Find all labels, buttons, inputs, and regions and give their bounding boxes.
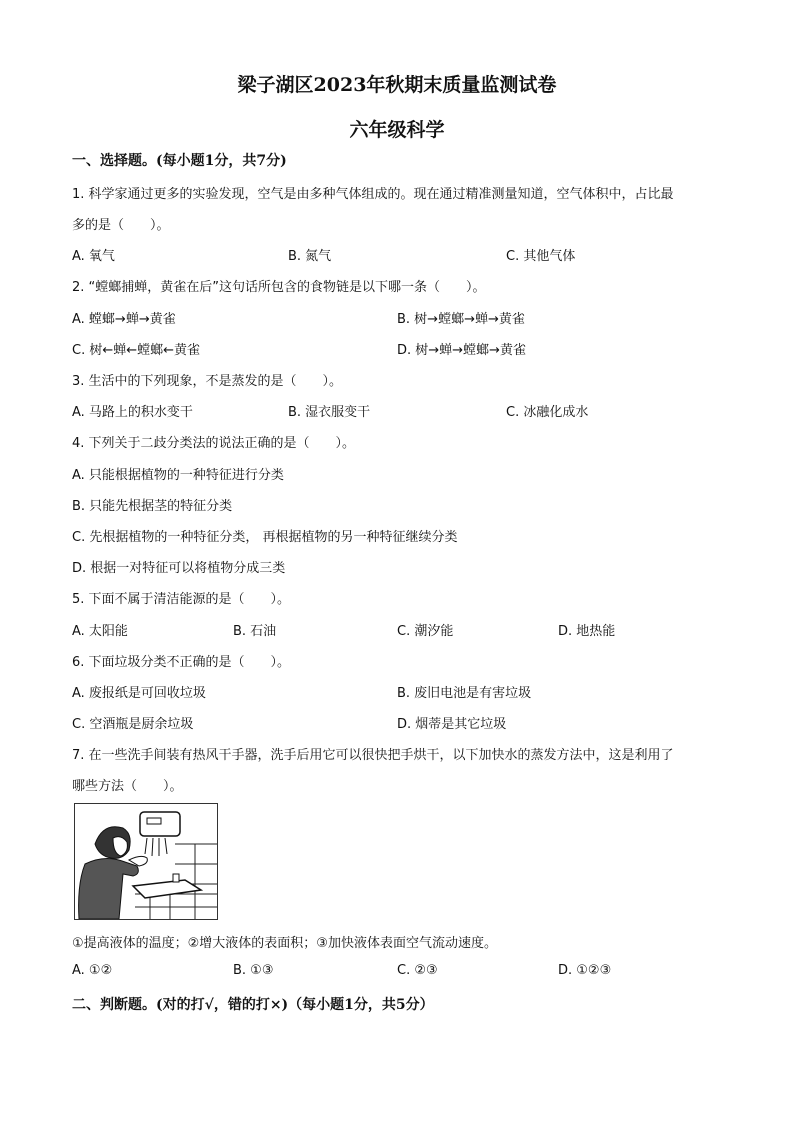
question-4-text: 4. 下列关于二歧分类法的说法正确的是（ ）。 — [72, 436, 356, 451]
question-7-option-c: C. ②③ — [397, 963, 438, 978]
question-6-option-a: A. 废报纸是可回收垃圾 — [72, 686, 206, 701]
question-6-text: 6. 下面垃圾分类不正确的是（ ）。 — [72, 655, 291, 670]
section-2-heading: 二、判断题。(对的打√，错的打×)（每小题1分，共5分） — [72, 997, 434, 1013]
question-3-option-b: B. 湿衣服变干 — [288, 405, 371, 420]
question-7-option-a: A. ①② — [72, 963, 113, 978]
question-1-option-b: B. 氮气 — [288, 249, 332, 264]
question-7-line-1: 7. 在一些洗手间装有热风干手器，洗手后用它可以很快把手烘干，以下加快水的蒸发方法中，这是利用了 — [72, 748, 674, 763]
question-7-option-b: B. ①③ — [233, 963, 274, 978]
question-5-text: 5. 下面不属于清洁能源的是（ ）。 — [72, 592, 291, 607]
exam-title: 梁子湖区2023年秋期末质量监测试卷 — [237, 74, 557, 96]
question-7-methods: ①提高液体的温度；②增大液体的表面积；③加快液体表面空气流动速度。 — [72, 936, 497, 951]
question-3-option-c: C. 冰融化成水 — [506, 405, 589, 420]
question-1-option-a: A. 氧气 — [72, 249, 115, 264]
question-1-option-c: C. 其他气体 — [506, 249, 576, 264]
question-6-option-c: C. 空酒瓶是厨余垃圾 — [72, 717, 194, 732]
question-1-line-2: 多的是（ ）。 — [72, 218, 170, 233]
question-5-option-a: A. 太阳能 — [72, 624, 128, 639]
question-1-line-1: 1. 科学家通过更多的实验发现，空气是由多种气体组成的。现在通过精准测量知道，空气体积中，占比最 — [72, 187, 674, 202]
question-2-option-d: D. 树→蝉→螳螂→黄雀 — [397, 343, 526, 358]
question-4-option-d: D. 根据一对特征可以将植物分成三类 — [72, 561, 286, 576]
question-6-option-d: D. 烟蒂是其它垃圾 — [397, 717, 507, 732]
question-2-option-c: C. 树←蝉←螳螂←黄雀 — [72, 343, 201, 358]
question-6-option-b: B. 废旧电池是有害垃圾 — [397, 686, 532, 701]
question-5-option-b: B. 石油 — [233, 624, 277, 639]
question-4-option-c: C. 先根据植物的一种特征分类， 再根据植物的另一种特征继续分类 — [72, 530, 458, 545]
hand-dryer-illustration — [74, 803, 218, 920]
question-2-option-a: A. 螳螂→蝉→黄雀 — [72, 312, 176, 327]
question-2-text: 2. “螳螂捕蝉，黄雀在后”这句话所包含的食物链是以下哪一条（ ）。 — [72, 280, 486, 295]
question-3-option-a: A. 马路上的积水变干 — [72, 405, 193, 420]
exam-subtitle: 六年级科学 — [349, 119, 445, 141]
question-7-option-d: D. ①②③ — [558, 963, 612, 978]
section-1-heading: 一、选择题。(每小题1分，共7分) — [72, 153, 287, 169]
question-4-option-b: B. 只能先根据茎的特征分类 — [72, 499, 233, 514]
question-5-option-c: C. 潮汐能 — [397, 624, 454, 639]
question-5-option-d: D. 地热能 — [558, 624, 616, 639]
hand-dryer-drawing — [75, 804, 217, 919]
question-3-text: 3. 生活中的下列现象，不是蒸发的是（ ）。 — [72, 374, 343, 389]
question-7-line-2: 哪些方法（ ）。 — [72, 779, 183, 794]
question-2-option-b: B. 树→螳螂→蝉→黄雀 — [397, 312, 525, 327]
question-4-option-a: A. 只能根据植物的一种特征进行分类 — [72, 468, 284, 483]
